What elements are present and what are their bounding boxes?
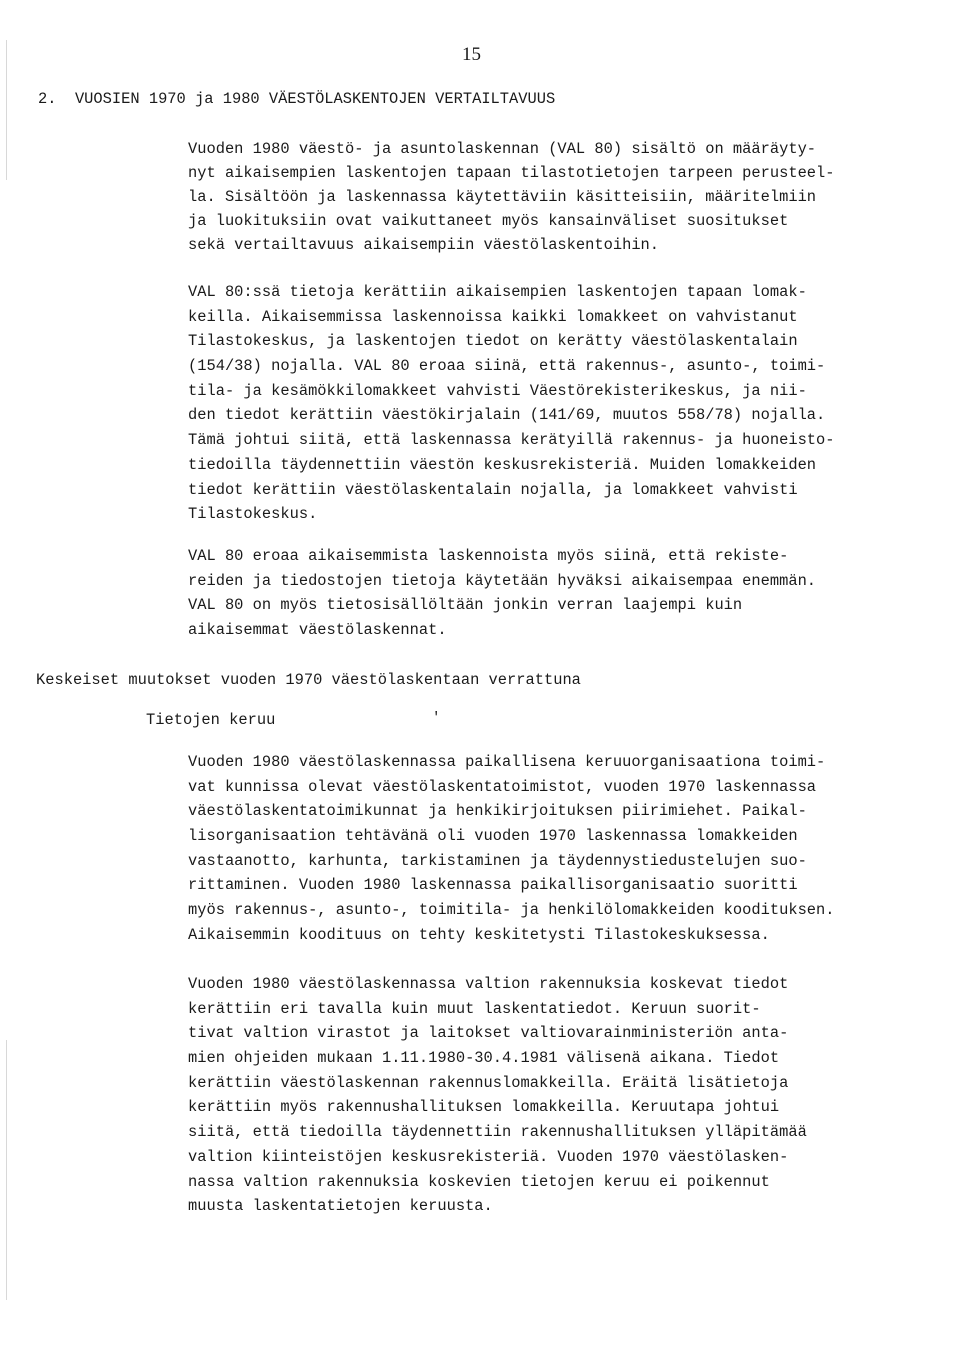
text-line: keilla. Aikaisemmissa laskennoissa kaikki lomakkeet on vahvistanut <box>188 307 798 326</box>
text-line: Tämä johtui siitä, että laskennassa kerätyillä rakennus- ja huoneisto- <box>188 431 835 450</box>
text-line: mien ohjeiden mukaan 1.11.1980-30.4.1981 välisenä aikana. Tiedot <box>188 1049 780 1068</box>
text-line: nyt aikaisempien laskentojen tapaan tilastotietojen tarpeen perusteel- <box>188 163 835 182</box>
scan-edge-line <box>6 40 7 180</box>
text-line: den tiedot kerättiin väestökirjalain (141/69, muutos 558/78) nojalla. <box>188 406 826 425</box>
text-line: kerättiin eri tavalla kuin muut laskentatiedot. Keruun suorit- <box>188 999 761 1018</box>
paragraph-3 <box>188 549 816 648</box>
paragraph-5 <box>188 977 807 1224</box>
text-line: VAL 80 eroaa aikaisemmista laskennoista myös siinä, että rekiste- <box>188 547 789 565</box>
scan-edge-line <box>6 1040 7 1300</box>
text-line: kerättiin myös rakennushallituksen lomakkeilla. Keruutapa johtui <box>188 1098 780 1117</box>
text-line: nassa valtion rakennuksia koskevien tietojen keruu ei poikennut <box>188 1172 770 1191</box>
section-heading: 2. VUOSIEN 1970 ja 1980 VÄESTÖLASKENTOJEN VERTAILTAVUUS <box>38 90 556 108</box>
text-line: valtion kiinteistöjen keskusrekisteriä. Vuoden 1970 väestölasken- <box>188 1147 789 1166</box>
text-line: la. Sisältöön ja laskennassa käytettäviin käsitteisiin, määritelmiin <box>188 187 817 206</box>
text-line: Tilastokeskus, ja laskentojen tiedot on kerätty väestölaskentalain <box>188 332 798 351</box>
text-line: muusta laskentatietojen keruusta. <box>188 1197 493 1216</box>
text-line: rittaminen. Vuoden 1980 laskennassa paikallisorganisaatio suoritti <box>188 876 798 895</box>
text-line: Tilastokeskus. <box>188 505 318 524</box>
text-line: sekä vertailtavuus aikaisempiin väestölaskentoihin. <box>188 235 660 254</box>
text-line: aikaisemmat väestölaskennat. <box>188 621 447 640</box>
text-line: vat kunnissa olevat väestölaskentatoimistot, vuoden 1970 laskennassa <box>188 777 817 796</box>
subheading: Keskeiset muutokset vuoden 1970 väestölaskentaan verrattuna <box>36 671 581 689</box>
text-line: reiden ja tiedostojen tietoja käytetään hyväksi aikaisempaa enemmän. <box>188 571 817 590</box>
text-line: Vuoden 1980 väestölaskennassa valtion rakennuksia koskevat tiedot <box>188 975 789 993</box>
text-line: väestölaskentatoimikunnat ja henkikirjoituksen piirimiehet. Paikal- <box>188 802 807 821</box>
text-line: tila- ja kesämökkilomakkeet vahvisti Väestörekisterikeskus, ja nii- <box>188 381 807 400</box>
stray-mark: ' <box>432 710 441 726</box>
text-line: siitä, että tiedoilla täydennettiin rakennushallituksen ylläpitämää <box>188 1123 807 1142</box>
text-line: (154/38) nojalla. VAL 80 eroaa siinä, että rakennus-, asunto-, toimi- <box>188 357 826 376</box>
text-line: tiedot kerättiin väestölaskentalain nojalla, ja lomakkeet vahvisti <box>188 480 798 499</box>
paragraph-4 <box>188 755 835 953</box>
text-line: Vuoden 1980 väestö- ja asuntolaskennan (VAL 80) sisältö on määräyty- <box>188 140 817 158</box>
text-line: vastaanotto, karhunta, tarkistaminen ja täydennystiedustelujen suo- <box>188 851 807 870</box>
text-line: lisorganisaation tehtävänä oli vuoden 1970 laskennassa lomakkeiden <box>188 827 798 846</box>
text-line: ja luokituksiin ovat vaikuttaneet myös kansainväliset suositukset <box>188 211 789 230</box>
text-line: kerättiin väestölaskennan rakennuslomakkeilla. Eräitä lisätietoja <box>188 1073 789 1092</box>
sub-subheading: Tietojen keruu <box>146 711 276 729</box>
paragraph-2 <box>188 285 835 532</box>
text-line: Vuoden 1980 väestölaskennassa paikallisena keruuorganisaationa toimi- <box>188 753 826 771</box>
paragraph-1 <box>188 142 835 261</box>
page-number: 15 <box>462 44 481 65</box>
text-line: tiedoilla täydennettiin väestön keskusrekisteriä. Muiden lomakkeiden <box>188 455 817 474</box>
text-line: VAL 80:ssä tietoja kerättiin aikaisempien laskentojen tapaan lomak- <box>188 283 807 301</box>
text-line: VAL 80 on myös tietosisällöltään jonkin verran laajempi kuin <box>188 596 743 615</box>
text-line: Aikaisemmin koodituus on tehty keskitetysti Tilastokeskuksessa. <box>188 925 770 944</box>
text-line: tivat valtion virastot ja laitokset valtiovarainministeriön anta- <box>188 1024 789 1043</box>
text-line: myös rakennus-, asunto-, toimitila- ja henkilölomakkeiden koodituksen. <box>188 901 835 920</box>
